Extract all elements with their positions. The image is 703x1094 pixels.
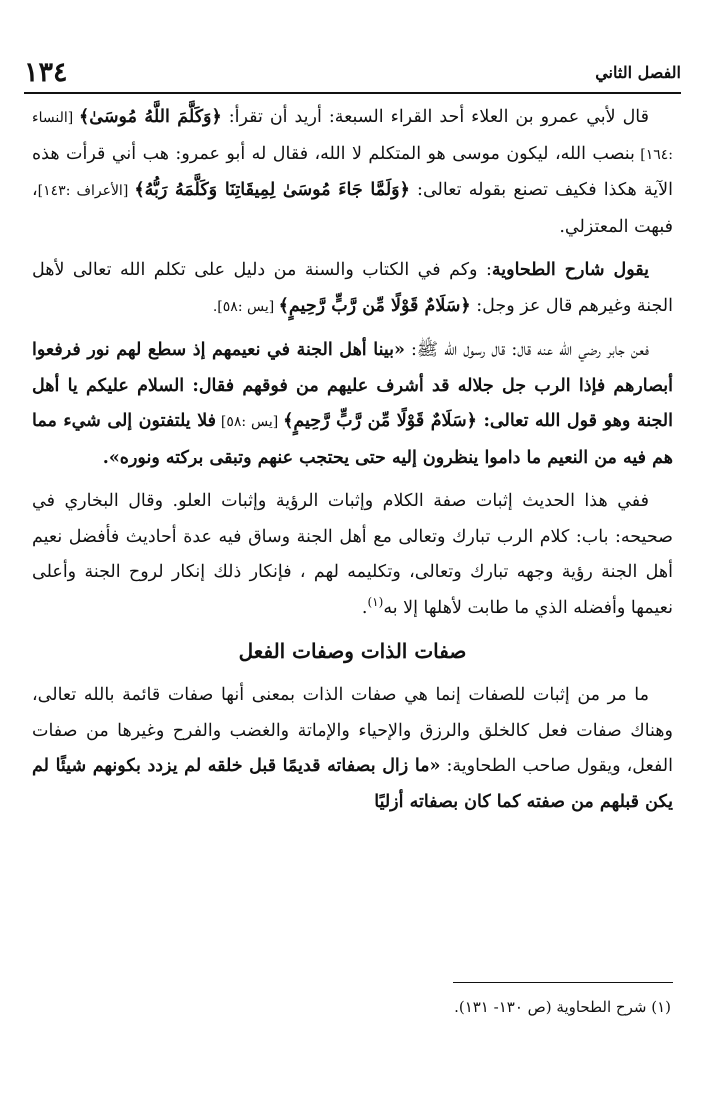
paragraph-4 (32, 484, 673, 626)
paragraph-2 (32, 253, 673, 325)
page-header (24, 52, 681, 94)
paragraph-text: قال لأبي عمرو بن العلاء أحد القراء السبعة: أريد أن تقرأ: (221, 107, 649, 127)
paragraph-text: ما مر من إثبات للصفات إنما هي صفات الذات بمعنى أنها صفات قائمة بالله تعالى، وهناك صفات فعل كالخلق والرزق والإحياء والإماتة والغضب والفرح وغيرها من صفات الفعل، ويقول صاحب الطحاوية: (32, 685, 674, 776)
paragraph-3 (32, 333, 673, 476)
hadith-text: «بينا أهل الجنة في نعيمهم إذ سطع لهم نور فرفعوا أبصارهم فإذا الرب جل جلاله قد أشرف عليهم من فوقهم فقال: السلام عليكم يا أهل الجنة وهو قول الله تعالى: (32, 340, 673, 431)
footnote: (١) شرح الطحاوية (ص ١٣٠- ١٣١). (454, 998, 671, 1016)
quote-text: «ما زال بصفاته قديمًا قبل خلقه لم يزدد بكونهم شيئًا لم يكن قبلهم من صفته كما كان بصفاته أزليًا (32, 756, 673, 812)
verse-reference: [النساء :١٦٤] (32, 110, 673, 163)
paragraph-text: بنصب الله، ليكون موسى هو المتكلم لا الله، فقال له أبو عمرو: هب أني قرأت هذه الآية هكذا فكيف تصنع بقوله تعالى: (32, 143, 673, 200)
quran-verse: ﴿وَلَمَّا جَاءَ مُوسَىٰ لِمِيقَاتِنَا وَكَلَّمَهُ رَبُّهُ﴾ (134, 180, 410, 200)
footnote-marker: (١) (367, 594, 384, 609)
quran-verse: ﴿سَلَامٌ قَوْلًا مِّن رَّبٍّ رَّحِيمٍ﴾ (278, 295, 471, 316)
paragraph-1 (32, 100, 673, 245)
paragraph-text: ، فبهت المعتزلي. (32, 180, 673, 237)
verse-reference: [الأعراف :١٤٣] (37, 183, 135, 199)
verse-reference: [يس :٥٨]. (212, 298, 279, 315)
section-heading: صفات الذات وصفات الفعل (238, 639, 467, 663)
page-number: ١٣٤ (24, 56, 68, 88)
quran-verse: ﴿سَلَامٌ قَوْلًا مِّن رَّبٍّ رَّحِيمٍ﴾ (283, 411, 477, 431)
paragraph-5 (32, 678, 673, 820)
paragraph-text: : وكم في الكتاب والسنة من دليل على تكلم الله تعالى لأهل الجنة وغيرهم قال عز وجل: (32, 260, 673, 316)
paragraph-text: ففي هذا الحديث إثبات صفة الكلام وإثبات الرؤية وإثبات العلو. وقال البخاري في صحيحه: باب: كلام الرب تبارك وتعالى مع أهل الجنة وساق فيه عدة أحاديث فأفضل نعيم أهل الجنة رؤية وجهه تبارك وتعالى، وتكليمه لهم ، فإنكار ذلك إنكار لروح الجنة وأعلى نعيمها وأفضله الذي ما طابت لأهلها إلا به (32, 491, 673, 618)
paragraph-lead: يقول شارح الطحاوية (491, 260, 649, 280)
paragraph-text: فعن جابر رضي الله عنه قال: قال رسول الله ﷺ: (404, 340, 650, 360)
paragraph-text: . (361, 597, 368, 618)
hadith-text: فلا يلتفتون إلى شيء مما هم فيه من النعيم ما داموا ينظرون إليه حتى يحتجب عنهم وتبقى بركته ونوره». (32, 411, 673, 468)
quran-verse: ﴿وَكَلَّمَ اللَّهُ مُوسَىٰ﴾ (79, 107, 222, 127)
page-body (32, 100, 673, 828)
chapter-title: الفصل الثاني (595, 62, 681, 82)
footnote-divider (453, 982, 673, 983)
verse-reference: [يس :٥٨] (216, 414, 284, 430)
